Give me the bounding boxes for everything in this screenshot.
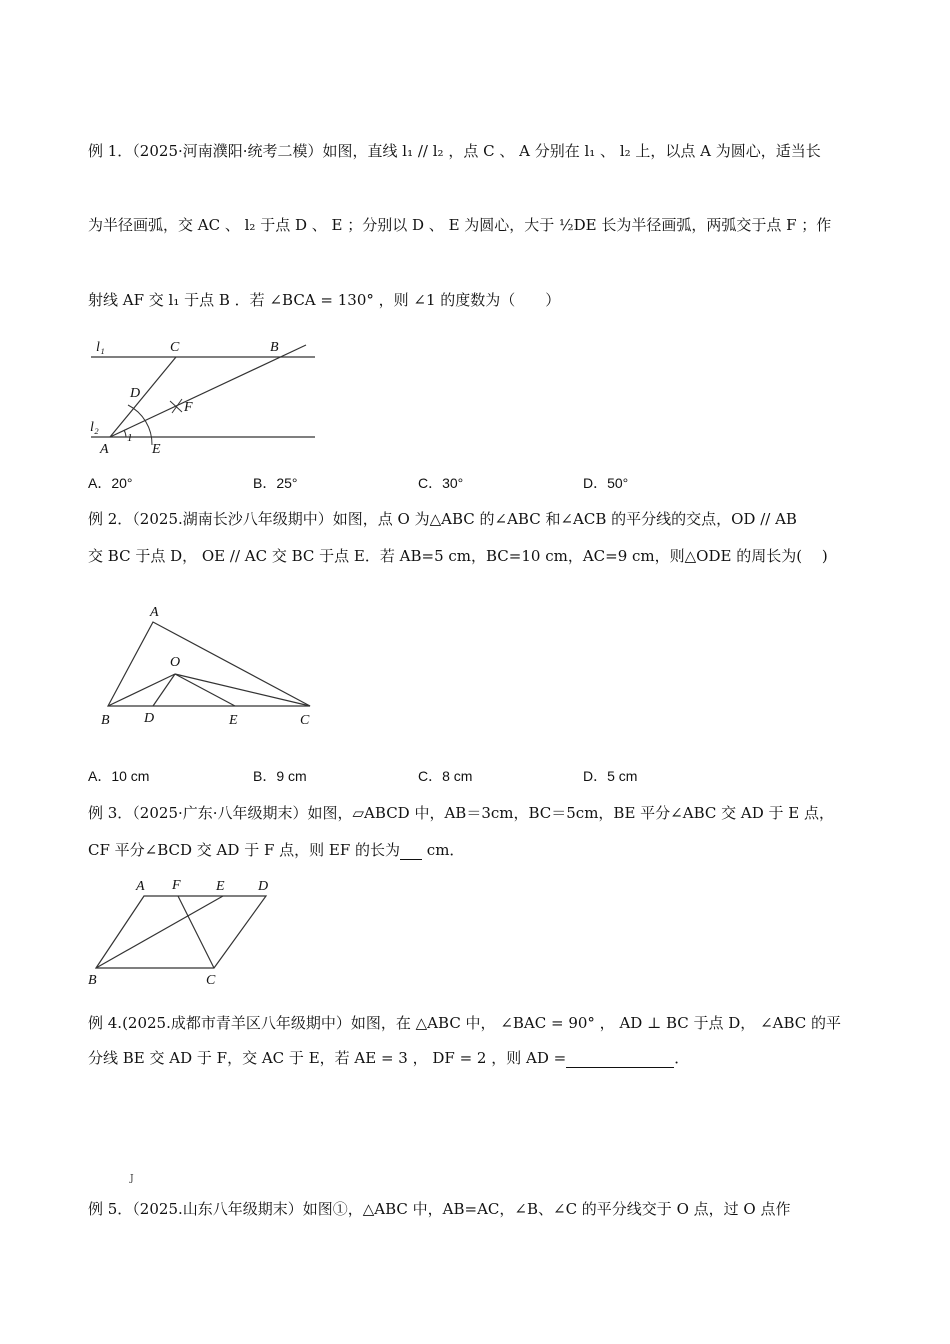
ex3-answer-blank [400,841,422,860]
label-F: F [172,878,181,893]
ex3-line2-unit: cm． [422,841,465,859]
label-C: C [300,713,310,728]
label-E: E [216,879,225,894]
ex4-line1: 例 4.(2025.成都市青羊区八年级期中）如图，在 △ABC 中， ∠BAC = 90° ， AD ⊥ BC 于点 D， ∠ABC 的平 [88,1014,842,1032]
ex2-options [88,766,868,786]
ex4-line2 [88,1047,689,1068]
label-A: A [100,442,109,457]
ex1-option-c: C．30° [418,475,464,491]
ex1-options [88,473,868,493]
ex1-line2: 为半径画弧，交 AC 、 l₂ 于点 D 、 E ；分别以 D 、 E 为圆心，大于 ½DE 长为半径画弧，两弧交于点 F ；作 [88,216,832,234]
ex3-line1: 例 3．（2025·广东·八年级期末）如图，▱ABCD 中，AB＝3cm，BC＝5cm，BE 平分∠ABC 交 AD 于 E 点， [88,804,835,822]
ex1-figure [86,333,321,458]
label-B: B [270,340,279,355]
stray-mark: J [130,1174,134,1184]
label-l2: l₂ [90,420,99,435]
ex3-line2-text: CF 平分∠BCD 交 AD 于 F 点，则 EF 的长为 [88,841,401,859]
ex3-line2 [88,839,464,860]
ex1-line1: 例 1．（2025·河南濮阳·统考二模）如图，直线 l₁ // l₂ ，点 C 、 A 分别在 l₁ 、 l₂ 上，以点 A 为圆心，适当长 [88,142,821,160]
label-A: A [136,879,145,894]
label-E: E [152,442,161,457]
label-C: C [170,340,180,355]
label-F: F [184,400,193,415]
ex4-line2-end: ． [674,1049,690,1067]
ex4-answer-blank [566,1049,674,1068]
ex2-line2: 交 BC 于点 D， OE // AC 交 BC 于点 E．若 AB=5 cm，BC=10 cm，AC=9 cm，则△ODE 的周长为( ) [88,547,828,565]
label-D: D [144,711,155,726]
ex4-line2-text: 分线 BE 交 AD 于 F，交 AC 于 E，若 AE = 3 ， DF = 2 ，则 AD = [88,1049,567,1067]
label-O: O [170,655,181,670]
ex2-figure [96,600,321,730]
ex1-option-d: D．50° [583,475,629,491]
label-B: B [101,713,110,728]
ex2-option-d: D．5 cm [583,768,638,784]
ex1-option-a: A．20° [88,475,133,491]
label-l1: l₁ [96,340,105,355]
ex2-line1: 例 2．（2025.湖南长沙八年级期中）如图，点 O 为△ABC 的∠ABC 和∠ACB 的平分线的交点，OD // AB [88,510,797,528]
ex2-option-c: C．8 cm [418,768,473,784]
ex5-line1: 例 5．（2025.山东八年级期末）如图①，△ABC 中，AB=AC，∠B、∠C 的平分线交于 O 点，过 O 点作 [88,1200,791,1218]
label-A: A [150,605,159,620]
label-D: D [130,386,141,401]
ex1-line3: 射线 AF 交 l₁ 于点 B ．若 ∠BCA = 130° ，则 ∠1 的度数为（ ） [88,291,561,309]
ex2-option-b: B．9 cm [253,768,307,784]
ex2-option-a: A．10 cm [88,768,150,784]
label-B: B [88,973,97,988]
ex3-figure [86,874,276,990]
label-D: D [258,879,269,894]
label-C: C [206,973,216,988]
label-angle-1: 1 [127,432,133,444]
label-E: E [229,713,238,728]
ex1-option-b: B．25° [253,475,298,491]
